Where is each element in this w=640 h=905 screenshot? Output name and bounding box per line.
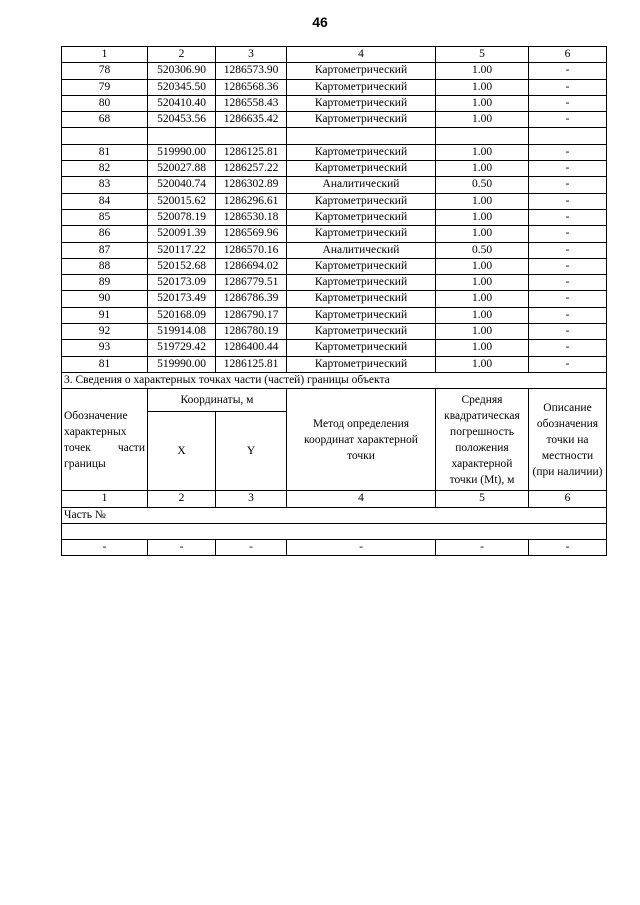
y-coordinate: 1286573.90 xyxy=(216,63,287,79)
description: - xyxy=(529,144,607,160)
x-coordinate: 519914.08 xyxy=(148,324,216,340)
table-body xyxy=(62,47,607,556)
point-number: 68 xyxy=(62,112,148,128)
blank-row xyxy=(62,523,607,539)
description: - xyxy=(529,63,607,79)
page-number: 46 xyxy=(312,14,328,30)
x-coordinate: 520117.22 xyxy=(148,242,216,258)
x-coordinate: 520306.90 xyxy=(148,63,216,79)
y-coordinate: 1286296.61 xyxy=(216,193,287,209)
description: - xyxy=(529,112,607,128)
method: Картометрический xyxy=(287,161,436,177)
method: Картометрический xyxy=(287,275,436,291)
method: Аналитический xyxy=(287,242,436,258)
description: - xyxy=(529,177,607,193)
x-coordinate: 520027.88 xyxy=(148,161,216,177)
method: Картометрический xyxy=(287,340,436,356)
coordinates-header: Координаты, м xyxy=(148,389,287,412)
method: Картометрический xyxy=(287,209,436,225)
y-header: Y xyxy=(216,412,287,491)
description: - xyxy=(529,95,607,111)
description: - xyxy=(529,340,607,356)
y-coordinate: 1286786.39 xyxy=(216,291,287,307)
table-row xyxy=(62,63,607,79)
point-number: 87 xyxy=(62,242,148,258)
x-coordinate: 519990.00 xyxy=(148,356,216,372)
column-number: 5 xyxy=(436,47,529,63)
empty-cell: - xyxy=(62,540,148,556)
x-coordinate: 520015.62 xyxy=(148,193,216,209)
error-value: 1.00 xyxy=(436,112,529,128)
empty-cell: - xyxy=(287,540,436,556)
method: Аналитический xyxy=(287,177,436,193)
table-row xyxy=(62,95,607,111)
point-number: 83 xyxy=(62,177,148,193)
table-row xyxy=(62,340,607,356)
point-number: 89 xyxy=(62,275,148,291)
empty-point-row xyxy=(62,540,607,556)
error-value: 1.00 xyxy=(436,209,529,225)
error-value: 1.00 xyxy=(436,356,529,372)
x-coordinate: 520152.68 xyxy=(148,258,216,274)
point-number: 90 xyxy=(62,291,148,307)
empty-cell: - xyxy=(216,540,287,556)
point-number: 93 xyxy=(62,340,148,356)
y-coordinate: 1286570.16 xyxy=(216,242,287,258)
column-number: 3 xyxy=(216,47,287,63)
y-coordinate: 1286694.02 xyxy=(216,258,287,274)
table-row xyxy=(62,79,607,95)
method: Картометрический xyxy=(287,291,436,307)
blank-cell xyxy=(62,128,148,144)
y-coordinate: 1286568.36 xyxy=(216,79,287,95)
table-row xyxy=(62,242,607,258)
blank-cell xyxy=(529,128,607,144)
x-coordinate: 519729.42 xyxy=(148,340,216,356)
description: - xyxy=(529,209,607,225)
point-number: 92 xyxy=(62,324,148,340)
column-number-row xyxy=(62,47,607,63)
y-coordinate: 1286635.42 xyxy=(216,112,287,128)
point-number: 82 xyxy=(62,161,148,177)
column-number: 5 xyxy=(436,491,529,507)
description: - xyxy=(529,275,607,291)
point-number: 85 xyxy=(62,209,148,225)
section3-column-number-row xyxy=(62,491,607,507)
point-number: 80 xyxy=(62,95,148,111)
error-value: 1.00 xyxy=(436,193,529,209)
empty-cell: - xyxy=(529,540,607,556)
error-value: 0.50 xyxy=(436,242,529,258)
description: - xyxy=(529,193,607,209)
method: Картометрический xyxy=(287,324,436,340)
y-coordinate: 1286400.44 xyxy=(216,340,287,356)
point-number: 79 xyxy=(62,79,148,95)
section3-title: 3. Сведения о характерных точках части (частей) границы объекта xyxy=(62,372,607,388)
error-value: 1.00 xyxy=(436,324,529,340)
part-label: Часть № xyxy=(62,507,607,523)
error-value: 1.00 xyxy=(436,307,529,323)
error-value: 1.00 xyxy=(436,79,529,95)
point-number: 86 xyxy=(62,226,148,242)
method: Картометрический xyxy=(287,144,436,160)
method: Картометрический xyxy=(287,226,436,242)
column-number: 1 xyxy=(62,491,148,507)
method: Картометрический xyxy=(287,95,436,111)
table-row xyxy=(62,356,607,372)
column-number: 4 xyxy=(287,491,436,507)
x-coordinate: 520173.49 xyxy=(148,291,216,307)
description: - xyxy=(529,307,607,323)
table-row xyxy=(62,161,607,177)
error-value: 1.00 xyxy=(436,258,529,274)
blank-cell xyxy=(148,128,216,144)
description: - xyxy=(529,258,607,274)
blank-cell xyxy=(436,128,529,144)
table-row xyxy=(62,226,607,242)
description: - xyxy=(529,79,607,95)
error-value: 1.00 xyxy=(436,291,529,307)
point-number: 88 xyxy=(62,258,148,274)
designation-header-text: Обозначение характерных точек части границы xyxy=(64,409,145,470)
point-number: 81 xyxy=(62,356,148,372)
y-coordinate: 1286779.51 xyxy=(216,275,287,291)
method: Картометрический xyxy=(287,193,436,209)
y-coordinate: 1286569.96 xyxy=(216,226,287,242)
x-header: X xyxy=(148,412,216,491)
description: - xyxy=(529,291,607,307)
method: Картометрический xyxy=(287,63,436,79)
error-value: 1.00 xyxy=(436,340,529,356)
column-number: 6 xyxy=(529,491,607,507)
point-number: 78 xyxy=(62,63,148,79)
method: Картометрический xyxy=(287,307,436,323)
table-row xyxy=(62,144,607,160)
blank-separator-row xyxy=(62,128,607,144)
blank-cell xyxy=(216,128,287,144)
description-header: Описание обозначения точки на местности (при наличии) xyxy=(529,389,607,491)
coordinates-table xyxy=(61,46,607,556)
point-number: 81 xyxy=(62,144,148,160)
method: Картометрический xyxy=(287,356,436,372)
description: - xyxy=(529,161,607,177)
designation-header xyxy=(62,389,148,491)
error-value: 1.00 xyxy=(436,144,529,160)
section3-header-row xyxy=(62,389,607,412)
error-value: 1.00 xyxy=(436,63,529,79)
x-coordinate: 520453.56 xyxy=(148,112,216,128)
table-row xyxy=(62,307,607,323)
method-header: Метод определения координат характерной точки xyxy=(287,389,436,491)
error-value: 1.00 xyxy=(436,275,529,291)
x-coordinate: 520091.39 xyxy=(148,226,216,242)
blank-cell xyxy=(62,523,607,539)
table-row xyxy=(62,112,607,128)
description: - xyxy=(529,242,607,258)
error-value: 0.50 xyxy=(436,177,529,193)
table-row xyxy=(62,258,607,274)
error-value: 1.00 xyxy=(436,226,529,242)
y-coordinate: 1286530.18 xyxy=(216,209,287,225)
column-number: 1 xyxy=(62,47,148,63)
column-number: 3 xyxy=(216,491,287,507)
method: Картометрический xyxy=(287,79,436,95)
part-row xyxy=(62,507,607,523)
description: - xyxy=(529,356,607,372)
blank-cell xyxy=(287,128,436,144)
table-row xyxy=(62,177,607,193)
empty-cell: - xyxy=(148,540,216,556)
x-coordinate: 520173.09 xyxy=(148,275,216,291)
y-coordinate: 1286790.17 xyxy=(216,307,287,323)
table-row xyxy=(62,193,607,209)
empty-cell: - xyxy=(436,540,529,556)
y-coordinate: 1286125.81 xyxy=(216,144,287,160)
x-coordinate: 520040.74 xyxy=(148,177,216,193)
table-row xyxy=(62,209,607,225)
x-coordinate: 520168.09 xyxy=(148,307,216,323)
column-number: 4 xyxy=(287,47,436,63)
error-value: 1.00 xyxy=(436,161,529,177)
description: - xyxy=(529,324,607,340)
point-number: 84 xyxy=(62,193,148,209)
y-coordinate: 1286125.81 xyxy=(216,356,287,372)
point-number: 91 xyxy=(62,307,148,323)
y-coordinate: 1286558.43 xyxy=(216,95,287,111)
table-row xyxy=(62,291,607,307)
column-number: 2 xyxy=(148,491,216,507)
method: Картометрический xyxy=(287,258,436,274)
section3-title-row xyxy=(62,372,607,388)
y-coordinate: 1286302.89 xyxy=(216,177,287,193)
column-number: 2 xyxy=(148,47,216,63)
error-header: Средняя квадратическая погрешность положения характерной точки (Mt), м xyxy=(436,389,529,491)
x-coordinate: 520345.50 xyxy=(148,79,216,95)
method: Картометрический xyxy=(287,112,436,128)
table-row xyxy=(62,275,607,291)
x-coordinate: 520410.40 xyxy=(148,95,216,111)
error-value: 1.00 xyxy=(436,95,529,111)
description: - xyxy=(529,226,607,242)
x-coordinate: 519990.00 xyxy=(148,144,216,160)
x-coordinate: 520078.19 xyxy=(148,209,216,225)
y-coordinate: 1286780.19 xyxy=(216,324,287,340)
column-number: 6 xyxy=(529,47,607,63)
y-coordinate: 1286257.22 xyxy=(216,161,287,177)
table-row xyxy=(62,324,607,340)
